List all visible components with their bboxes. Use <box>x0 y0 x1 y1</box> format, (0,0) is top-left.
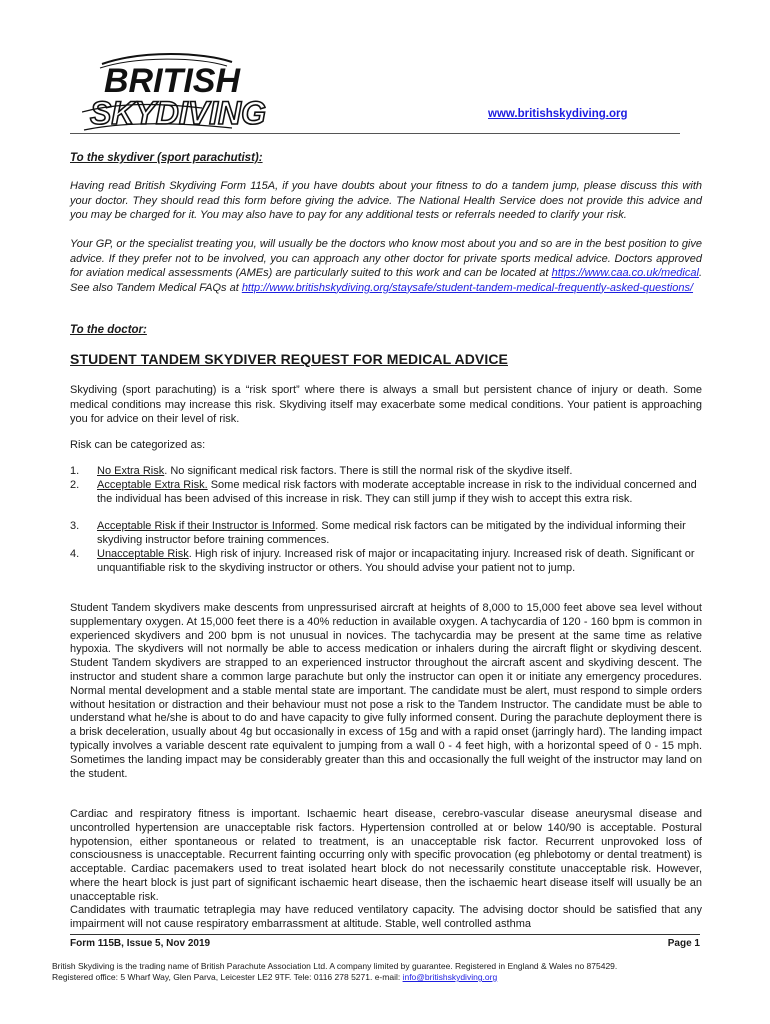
risk-intro: Risk can be categorized as: <box>70 439 206 451</box>
risk-text-3: . Some medical risk factors can be mitigated by the individual informing their skydiving instructor before training commences. <box>97 520 686 546</box>
risk-number-3: 3. <box>70 520 80 532</box>
page-title: STUDENT TANDEM SKYDIVER REQUEST FOR MEDICAL ADVICE <box>70 351 508 367</box>
header-divider <box>70 133 680 134</box>
risk-label-3: Acceptable Risk if their Instructor is Informed <box>97 520 316 532</box>
paragraph-2-faq-text: . See also Tandem Medical FAQs at <box>70 267 702 294</box>
logo-graphic <box>82 52 300 134</box>
tetraplegia-paragraph: Candidates with traumatic tetraplegia may have reduced ventilatory capacity. The advising doctor should be satisfied that any impairment will not cause respiratory embarrassment at altitude. Stable, well controlled asthma <box>70 904 702 930</box>
risk-text-2: Some medical risk factors with moderate acceptable increase in risk to the individual concerned and the individual has been advised of this increase in risk. They can still jump if they wish to accept this extra risk. <box>97 479 697 505</box>
descent-paragraph: Student Tandem skydivers make descents from unpressurised aircraft at heights of 8,000 to 15,000 feet above sea level without supplementary oxygen. At 15,000 feet there is a 40% reduction in available oxygen. A tachycardia of 120 - 160 bpm is common in experienced skydivers and 200 bpm is not unusual in novices. The tachycardia may be present at the same time as relative hypoxia. The skydivers will not normally be able to access medication or inhalers during the aircraft flight or skydiving descent. Student Tandem skydivers are strapped to an experienced instructor throughout the aircraft ascent and skydiving descent. The instructor and student share a common large parachute but only the instructor can open it or initiate any emergency procedures. Normal mental development and a stable mental state are important. The candidate must be alert, must respond to simple orders without hesitation or distraction and their behaviour must not pose a risk to the Tandem Instructor. The candidate must be able to understand what he/she is about to do and have capacity to give fully informed consent. During the parachute deployment there is a brisk deceleration, usually about 4g but occasionally in excess of 15g and with a rapid onset (jarringly hard). The landing impact typically involves a variable descent rate equivalent to jumping from a wall 0 - 4 feet high, with a horizontal speed of 0 - 15 mph. Sometimes the landing impact may be considerably greater than this and occasionally the full weight of the instructor may land on the student. <box>70 602 702 780</box>
footer-address-line <box>52 972 497 983</box>
skydiver-paragraph-1: Having read British Skydiving Form 115A, if you have doubts about your fitness to do a tandem jump, please discuss this with your doctor. They should read this form before giving the advice. The National Health Service does not provide this advice and you may be charged for it. You may also have to pay for any additional tests or referrals needed to clarify your risk. <box>70 180 702 221</box>
risk-text-1: . No significant medical risk factors. There is still the normal risk of the skydive itself. <box>164 465 573 477</box>
website-link[interactable]: www.britishskydiving.org <box>488 108 628 120</box>
risk-label-1: No Extra Risk <box>97 465 165 477</box>
risk-item-4 <box>97 548 697 576</box>
skydiver-heading: To the skydiver (sport parachutist): <box>70 152 263 164</box>
skydiver-paragraph-2 <box>70 237 702 295</box>
form-reference: Form 115B, Issue 5, Nov 2019 <box>70 938 211 949</box>
risk-number-4: 4. <box>70 548 80 560</box>
paragraph-2-text: Your GP, or the specialist treating you, will usually be the doctors who know most about you and so are in the best position to give advice. If they prefer not to be involved, you can approach any other doctor for private sports medical advice. Doctors approved for aviation medical assessments (AMEs) are particularly suited to this work and can be located at <box>70 238 702 279</box>
risk-text-4: . High risk of injury. Increased risk of major or incapacitating injury. Increased risk of death. Significant or unquantifiable risk to the skydiving instructor or others. You should advise your patient not to jump. <box>97 548 695 574</box>
logo-word-skydiving: SKYDIVING <box>90 95 267 131</box>
risk-number-2: 2. <box>70 479 80 491</box>
footer-email-link[interactable]: info@britishskydiving.org <box>402 972 498 982</box>
risk-item-1 <box>97 465 697 479</box>
risk-label-2: Acceptable Extra Risk. <box>97 479 208 491</box>
logo-word-british: BRITISH <box>104 62 240 100</box>
caa-medical-link[interactable]: https://www.caa.co.uk/medical <box>551 267 699 279</box>
risk-item-3 <box>97 520 697 548</box>
footer-divider <box>70 934 700 935</box>
intro-paragraph: Skydiving (sport parachuting) is a “risk sport” where there is always a small but persistent chance of injury or death. Some medical conditions may increase this risk. Skydiving itself may exacerbate some medical conditions. Your patient is approaching you for advice on their level of risk. <box>70 384 702 425</box>
tandem-faq-link[interactable]: http://www.britishskydiving.org/staysafe/student-tandem-medical-frequently-asked-questions/ <box>241 281 694 294</box>
british-skydiving-logo <box>82 52 300 134</box>
risk-item-2 <box>97 479 697 507</box>
cardiac-paragraph: Cardiac and respiratory fitness is important. Ischaemic heart disease, cerebro-vascular disease aneurysmal disease and uncontrolled hypertension are unacceptable risk factors. Hypertension controlled at or below 140/90 is acceptable. Postural hypotension, either spontaneous or related to treatment, is an unacceptable risk factor. Recurrent unprovoked loss of consciousness is unacceptable. Recurrent fainting occurring only with specific provocation (eg phlebotomy or dental treatment) is acceptable. Cardiac pacemakers used to treat isolated heart block do not necessarily constitute unacceptable risk. However, where the heart block is just part of significant ischaemic heart disease, then the ischaemic heart disease itself will usually be an unacceptable risk. <box>70 808 702 903</box>
risk-number-1: 1. <box>70 465 80 477</box>
doctor-heading: To the doctor: <box>70 324 147 336</box>
footer-company-line: British Skydiving is the trading name of British Parachute Association Ltd. A company limited by guarantee. Registered in England & Wales no 875429. <box>52 961 618 971</box>
page-number: Page 1 <box>667 938 700 949</box>
risk-label-4: Unacceptable Risk <box>97 548 189 560</box>
footer-address-text: Registered office: 5 Wharf Way, Glen Parva, Leicester LE2 9TF. Tele: 0116 278 5271. e-mail: <box>52 972 403 982</box>
